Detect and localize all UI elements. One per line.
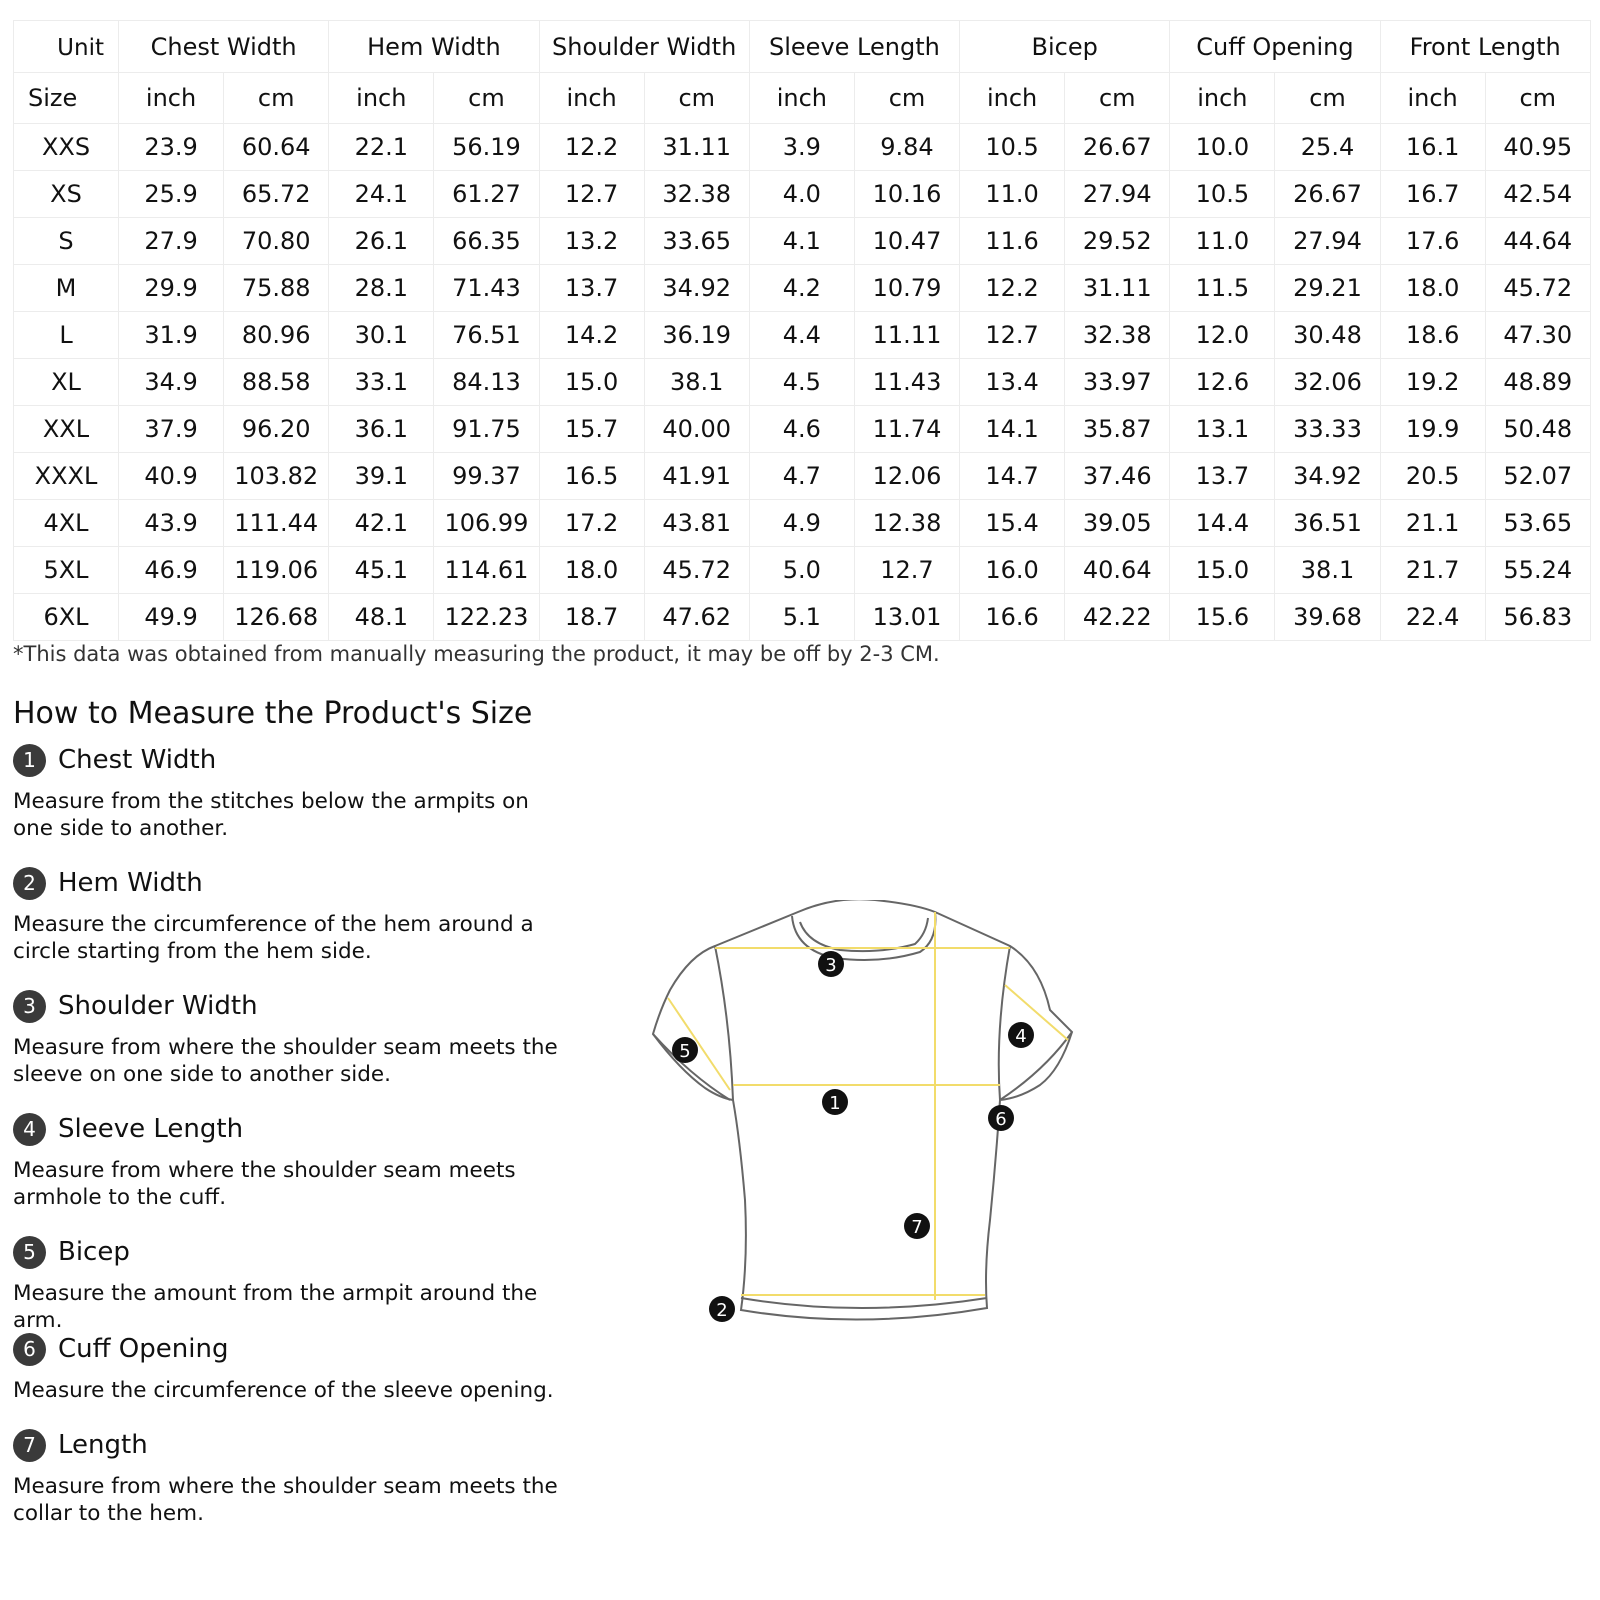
table-cell: 106.99 — [434, 500, 539, 547]
measure-step — [13, 1111, 573, 1211]
measure-step — [13, 1331, 573, 1404]
unit-header: inch — [749, 73, 854, 124]
size-label: XXXL — [14, 453, 119, 500]
unit-header: inch — [1380, 73, 1485, 124]
step-description: Measure the circumference of the sleeve opening. — [13, 1378, 554, 1403]
table-cell: 114.61 — [434, 547, 539, 594]
table-cell: 4.0 — [749, 171, 854, 218]
table-cell: 18.0 — [1380, 265, 1485, 312]
measure-step — [13, 1234, 573, 1334]
table-cell: 42.22 — [1065, 594, 1170, 641]
table-cell: 33.65 — [644, 218, 749, 265]
size-label: M — [14, 265, 119, 312]
table-cell: 11.6 — [960, 218, 1065, 265]
size-label: XL — [14, 359, 119, 406]
table-cell: 39.1 — [329, 453, 434, 500]
marker-6 — [988, 1105, 1014, 1131]
table-cell: 45.72 — [644, 547, 749, 594]
table-cell: 66.35 — [434, 218, 539, 265]
marker-3 — [818, 951, 844, 977]
step-description: Measure the circumference of the hem around a circle starting from the hem side. — [13, 912, 534, 964]
table-cell: 34.9 — [119, 359, 224, 406]
table-cell: 13.1 — [1170, 406, 1275, 453]
table-cell: 11.5 — [1170, 265, 1275, 312]
table-cell: 26.1 — [329, 218, 434, 265]
table-cell: 4.4 — [749, 312, 854, 359]
table-cell: 76.51 — [434, 312, 539, 359]
step-number-badge: 6 — [13, 1333, 46, 1366]
step-label: Shoulder Width — [58, 991, 258, 1021]
table-cell: 119.06 — [224, 547, 329, 594]
column-group-header: Sleeve Length — [749, 21, 959, 73]
table-cell: 10.79 — [854, 265, 959, 312]
unit-header: cm — [1485, 73, 1590, 124]
table-cell: 26.67 — [1065, 124, 1170, 171]
svg-text:6: 6 — [995, 1109, 1007, 1130]
unit-header: cm — [224, 73, 329, 124]
table-cell: 103.82 — [224, 453, 329, 500]
table-cell: 31.9 — [119, 312, 224, 359]
table-cell: 12.7 — [854, 547, 959, 594]
step-description: Measure from where the shoulder seam meets the sleeve on one side to another side. — [13, 1035, 558, 1087]
table-row — [14, 312, 1591, 359]
table-cell: 31.11 — [1065, 265, 1170, 312]
step-heading — [13, 865, 573, 901]
unit-header: cm — [854, 73, 959, 124]
table-cell: 37.9 — [119, 406, 224, 453]
table-cell: 122.23 — [434, 594, 539, 641]
table-cell: 23.9 — [119, 124, 224, 171]
table-cell: 53.65 — [1485, 500, 1590, 547]
svg-text:2: 2 — [716, 1300, 728, 1321]
table-cell: 15.6 — [1170, 594, 1275, 641]
table-cell: 12.7 — [539, 171, 644, 218]
step-description: Measure from where the shoulder seam meets armhole to the cuff. — [13, 1158, 516, 1210]
table-cell: 14.2 — [539, 312, 644, 359]
table-cell: 13.7 — [1170, 453, 1275, 500]
table-cell: 65.72 — [224, 171, 329, 218]
svg-text:3: 3 — [825, 955, 837, 976]
table-cell: 16.5 — [539, 453, 644, 500]
step-heading — [13, 1427, 573, 1463]
marker-2 — [709, 1296, 735, 1322]
table-cell: 40.9 — [119, 453, 224, 500]
table-cell: 30.48 — [1275, 312, 1380, 359]
table-cell: 31.11 — [644, 124, 749, 171]
table-cell: 40.64 — [1065, 547, 1170, 594]
table-cell: 34.92 — [1275, 453, 1380, 500]
table-cell: 10.5 — [1170, 171, 1275, 218]
column-group-header: Bicep — [960, 21, 1170, 73]
table-row — [14, 124, 1591, 171]
table-cell: 4.5 — [749, 359, 854, 406]
header-row-groups — [14, 21, 1591, 73]
table-row — [14, 218, 1591, 265]
table-cell: 39.68 — [1275, 594, 1380, 641]
table-cell: 14.1 — [960, 406, 1065, 453]
table-cell: 34.92 — [644, 265, 749, 312]
table-cell: 36.1 — [329, 406, 434, 453]
table-cell: 4.2 — [749, 265, 854, 312]
column-group-header: Chest Width — [119, 21, 329, 73]
table-cell: 9.84 — [854, 124, 959, 171]
unit-header: inch — [119, 73, 224, 124]
table-cell: 10.0 — [1170, 124, 1275, 171]
table-cell: 12.2 — [539, 124, 644, 171]
table-cell: 36.51 — [1275, 500, 1380, 547]
table-cell: 24.1 — [329, 171, 434, 218]
measure-step — [13, 865, 573, 965]
table-cell: 29.9 — [119, 265, 224, 312]
table-cell: 50.48 — [1485, 406, 1590, 453]
table-cell: 10.47 — [854, 218, 959, 265]
size-label: 5XL — [14, 547, 119, 594]
unit-header: inch — [1170, 73, 1275, 124]
table-cell: 55.24 — [1485, 547, 1590, 594]
step-description: Measure from the stitches below the armpits on one side to another. — [13, 789, 529, 841]
table-row — [14, 500, 1591, 547]
step-heading — [13, 988, 573, 1024]
table-cell: 30.1 — [329, 312, 434, 359]
table-cell: 14.7 — [960, 453, 1065, 500]
table-cell: 11.11 — [854, 312, 959, 359]
table-cell: 15.4 — [960, 500, 1065, 547]
table-cell: 17.6 — [1380, 218, 1485, 265]
unit-header: inch — [539, 73, 644, 124]
table-cell: 41.91 — [644, 453, 749, 500]
table-cell: 47.62 — [644, 594, 749, 641]
table-cell: 11.0 — [1170, 218, 1275, 265]
table-cell: 13.4 — [960, 359, 1065, 406]
tshirt-diagram — [640, 900, 1080, 1340]
svg-text:5: 5 — [679, 1041, 691, 1062]
column-group-header: Front Length — [1380, 21, 1590, 73]
table-cell: 4.7 — [749, 453, 854, 500]
table-cell: 16.6 — [960, 594, 1065, 641]
table-cell: 47.30 — [1485, 312, 1590, 359]
table-row — [14, 453, 1591, 500]
svg-text:4: 4 — [1015, 1026, 1027, 1047]
table-cell: 4.1 — [749, 218, 854, 265]
table-cell: 10.5 — [960, 124, 1065, 171]
table-cell: 15.0 — [1170, 547, 1275, 594]
table-cell: 99.37 — [434, 453, 539, 500]
table-cell: 20.5 — [1380, 453, 1485, 500]
measure-step — [13, 1427, 573, 1527]
measure-step — [13, 988, 573, 1088]
table-cell: 33.97 — [1065, 359, 1170, 406]
table-cell: 12.7 — [960, 312, 1065, 359]
table-cell: 40.00 — [644, 406, 749, 453]
step-label: Cuff Opening — [58, 1334, 229, 1364]
unit-header: cm — [1065, 73, 1170, 124]
table-cell: 45.72 — [1485, 265, 1590, 312]
table-cell: 12.0 — [1170, 312, 1275, 359]
table-cell: 29.21 — [1275, 265, 1380, 312]
step-label: Bicep — [58, 1237, 130, 1267]
table-cell: 19.2 — [1380, 359, 1485, 406]
step-label: Sleeve Length — [58, 1114, 244, 1144]
step-description: Measure the amount from the armpit around the arm. — [13, 1281, 538, 1333]
table-cell: 25.4 — [1275, 124, 1380, 171]
marker-7 — [904, 1213, 930, 1239]
table-cell: 17.2 — [539, 500, 644, 547]
table-cell: 43.81 — [644, 500, 749, 547]
table-cell: 46.9 — [119, 547, 224, 594]
table-cell: 36.19 — [644, 312, 749, 359]
table-cell: 33.1 — [329, 359, 434, 406]
table-cell: 96.20 — [224, 406, 329, 453]
table-cell: 12.2 — [960, 265, 1065, 312]
size-label: XXL — [14, 406, 119, 453]
table-cell: 56.83 — [1485, 594, 1590, 641]
step-number-badge: 7 — [13, 1429, 46, 1462]
table-cell: 18.7 — [539, 594, 644, 641]
table-cell: 26.67 — [1275, 171, 1380, 218]
marker-1 — [822, 1089, 848, 1115]
table-cell: 18.6 — [1380, 312, 1485, 359]
table-cell: 13.2 — [539, 218, 644, 265]
step-number-badge: 4 — [13, 1113, 46, 1146]
table-cell: 5.1 — [749, 594, 854, 641]
measure-guide-title: How to Measure the Product's Size — [13, 696, 533, 731]
table-cell: 40.95 — [1485, 124, 1590, 171]
table-cell: 12.06 — [854, 453, 959, 500]
step-label: Length — [58, 1430, 148, 1460]
table-cell: 21.1 — [1380, 500, 1485, 547]
size-label: S — [14, 218, 119, 265]
table-cell: 52.07 — [1485, 453, 1590, 500]
step-number-badge: 2 — [13, 867, 46, 900]
marker-5 — [672, 1037, 698, 1063]
table-cell: 27.94 — [1065, 171, 1170, 218]
table-row — [14, 406, 1591, 453]
table-cell: 14.4 — [1170, 500, 1275, 547]
table-cell: 56.19 — [434, 124, 539, 171]
unit-header: cm — [434, 73, 539, 124]
table-cell: 126.68 — [224, 594, 329, 641]
diagram-markers — [672, 951, 1034, 1322]
table-cell: 11.74 — [854, 406, 959, 453]
table-cell: 42.1 — [329, 500, 434, 547]
table-cell: 5.0 — [749, 547, 854, 594]
step-number-badge: 5 — [13, 1236, 46, 1269]
table-cell: 16.7 — [1380, 171, 1485, 218]
size-label: 4XL — [14, 500, 119, 547]
step-number-badge: 1 — [13, 744, 46, 777]
corner-size-cell — [14, 73, 119, 124]
table-cell: 28.1 — [329, 265, 434, 312]
table-cell: 19.9 — [1380, 406, 1485, 453]
header-row-units — [14, 73, 1591, 124]
unit-header: cm — [644, 73, 749, 124]
size-label: 6XL — [14, 594, 119, 641]
step-label: Hem Width — [58, 868, 203, 898]
column-group-header: Shoulder Width — [539, 21, 749, 73]
table-cell: 60.64 — [224, 124, 329, 171]
table-cell: 49.9 — [119, 594, 224, 641]
corner-unit-label: Unit — [57, 35, 104, 61]
unit-header: inch — [960, 73, 1065, 124]
table-cell: 29.52 — [1065, 218, 1170, 265]
table-cell: 22.1 — [329, 124, 434, 171]
column-group-header: Hem Width — [329, 21, 539, 73]
size-chart-table — [13, 20, 1591, 641]
table-cell: 88.58 — [224, 359, 329, 406]
table-cell: 21.7 — [1380, 547, 1485, 594]
unit-header: cm — [1275, 73, 1380, 124]
unit-header: inch — [329, 73, 434, 124]
table-cell: 48.1 — [329, 594, 434, 641]
marker-4 — [1008, 1022, 1034, 1048]
table-cell: 12.38 — [854, 500, 959, 547]
table-cell: 61.27 — [434, 171, 539, 218]
table-cell: 11.43 — [854, 359, 959, 406]
table-cell: 111.44 — [224, 500, 329, 547]
disclaimer-note: *This data was obtained from manually measuring the product, it may be off by 2-3 CM. — [13, 642, 940, 666]
table-row — [14, 265, 1591, 312]
table-cell: 4.9 — [749, 500, 854, 547]
table-row — [14, 359, 1591, 406]
table-cell: 75.88 — [224, 265, 329, 312]
table-cell: 25.9 — [119, 171, 224, 218]
table-cell: 43.9 — [119, 500, 224, 547]
table-cell: 33.33 — [1275, 406, 1380, 453]
size-label: XS — [14, 171, 119, 218]
size-label: XXS — [14, 124, 119, 171]
svg-text:1: 1 — [829, 1093, 841, 1114]
table-cell: 84.13 — [434, 359, 539, 406]
table-row — [14, 171, 1591, 218]
column-group-header: Cuff Opening — [1170, 21, 1380, 73]
table-cell: 91.75 — [434, 406, 539, 453]
table-cell: 35.87 — [1065, 406, 1170, 453]
table-cell: 80.96 — [224, 312, 329, 359]
table-cell: 27.94 — [1275, 218, 1380, 265]
table-row — [14, 547, 1591, 594]
table-cell: 22.4 — [1380, 594, 1485, 641]
table-cell: 13.7 — [539, 265, 644, 312]
corner-size-label: Size — [28, 84, 78, 112]
table-cell: 12.6 — [1170, 359, 1275, 406]
table-cell: 32.38 — [644, 171, 749, 218]
table-cell: 4.6 — [749, 406, 854, 453]
table-cell: 71.43 — [434, 265, 539, 312]
step-description: Measure from where the shoulder seam meets the collar to the hem. — [13, 1474, 558, 1526]
table-cell: 15.7 — [539, 406, 644, 453]
table-cell: 37.46 — [1065, 453, 1170, 500]
table-cell: 27.9 — [119, 218, 224, 265]
table-cell: 38.1 — [1275, 547, 1380, 594]
table-cell: 32.06 — [1275, 359, 1380, 406]
step-heading — [13, 1331, 573, 1367]
table-cell: 45.1 — [329, 547, 434, 594]
table-cell: 44.64 — [1485, 218, 1590, 265]
corner-cell — [14, 21, 119, 73]
table-cell: 16.0 — [960, 547, 1065, 594]
step-heading — [13, 1111, 573, 1147]
table-cell: 42.54 — [1485, 171, 1590, 218]
measurement-guide-lines — [668, 912, 1068, 1300]
step-heading — [13, 1234, 573, 1270]
table-row — [14, 594, 1591, 641]
table-cell: 48.89 — [1485, 359, 1590, 406]
step-number-badge: 3 — [13, 990, 46, 1023]
table-cell: 38.1 — [644, 359, 749, 406]
table-cell: 32.38 — [1065, 312, 1170, 359]
table-cell: 18.0 — [539, 547, 644, 594]
table-cell: 10.16 — [854, 171, 959, 218]
table-cell: 11.0 — [960, 171, 1065, 218]
measure-step — [13, 742, 573, 842]
table-cell: 70.80 — [224, 218, 329, 265]
step-heading — [13, 742, 573, 778]
table-cell: 16.1 — [1380, 124, 1485, 171]
table-cell: 13.01 — [854, 594, 959, 641]
size-label: L — [14, 312, 119, 359]
svg-text:7: 7 — [911, 1217, 923, 1238]
table-cell: 15.0 — [539, 359, 644, 406]
step-label: Chest Width — [58, 745, 217, 775]
table-cell: 3.9 — [749, 124, 854, 171]
table-cell: 39.05 — [1065, 500, 1170, 547]
